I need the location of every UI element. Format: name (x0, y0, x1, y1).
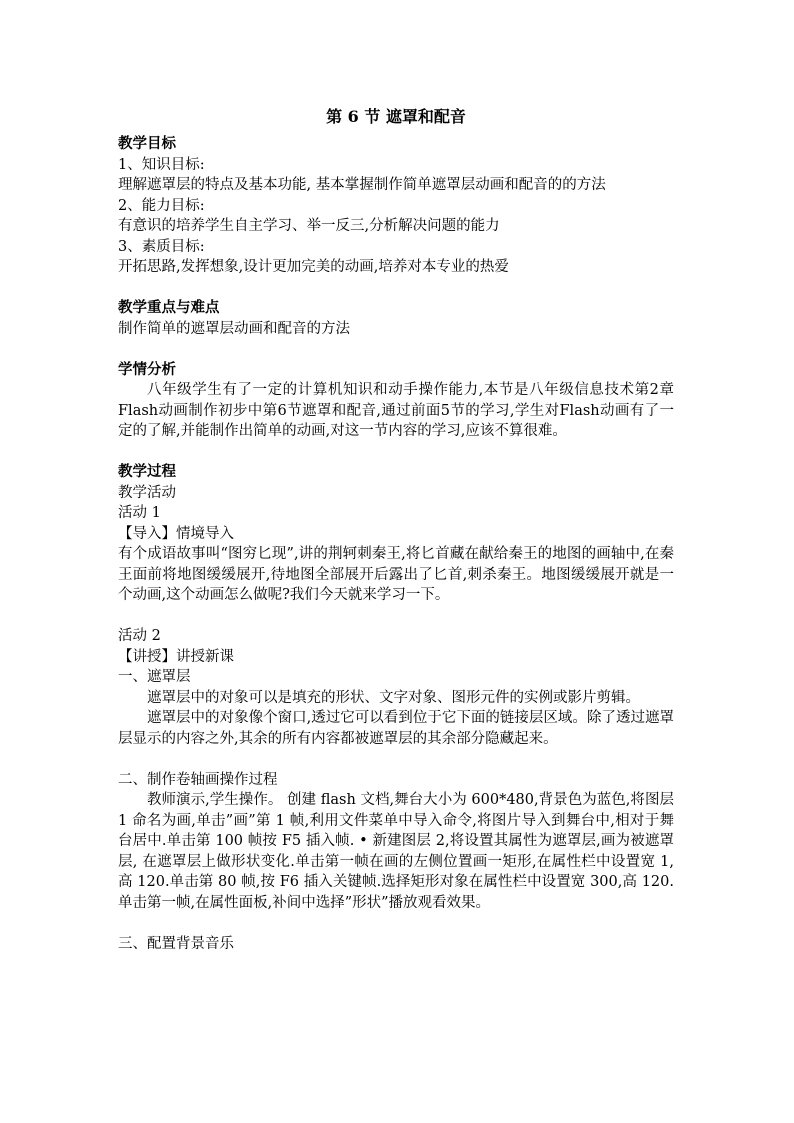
section3-heading: 三、配置背景音乐 (118, 935, 234, 952)
analysis-heading: 学情分析 (118, 360, 176, 378)
goals-heading: 教学目标 (118, 135, 176, 152)
activity1-text: 有个成语故事叫“图穷匕现”,讲的荆轲刺秦王,将匕首藏在献给秦王的地图的画轴中,在秦王面前将地图缓缓展开,待地图全部展开后露出了匕首,刺杀秦王。地图缓缓展开就是一个动画,这个动画怎么做呢?我们今天就来学习一下。 (118, 546, 674, 603)
activity1-tag: 【导入】情境导入 (118, 525, 234, 542)
spacer (118, 278, 674, 299)
spacer (118, 606, 674, 627)
goal-line-6: 开拓思路,发挥想象,设计更加完美的动画,培养对本专业的热爱 (118, 259, 509, 275)
spacer (118, 442, 674, 463)
goal-line-5: 3、素质目标: (118, 238, 205, 255)
goal-line-1: 1、知识目标: (118, 156, 205, 173)
spacer (118, 749, 674, 770)
section1-heading: 一、遮罩层 (118, 669, 191, 685)
process-heading: 教学过程 (118, 463, 176, 480)
section2-text: 教师演示,学生操作。 创建 flash 文档,舞台大小为 600*480,背景色为蓝色,将图层 1 命名为画,单击”画”第 1 帧,利用文件菜单中导入命令,将图片导入到舞台中,相对于舞台居中.单击第 100 帧按 F5 插入帧. • 新建图层 2,将设置其属性为遮罩层,画为被遮罩层, 在遮罩层上做形状变化.单击第一帧在画的左侧位置画一矩形,在属性栏中设置宽 1,高 120.单击第 80 帧,按 F6 插入关键帧.选择矩形对象在属性栏中设置宽 300,高 120.单击第一帧,在属性面板,补间中选择”形状”播放观看效果。 (118, 792, 674, 911)
goal-line-4: 有意识的培养学生自主学习、举一反三,分析解决问题的能力 (118, 218, 500, 234)
keypoints-text: 制作简单的遮罩层动画和配音的方法 (118, 320, 350, 337)
keypoints-heading: 教学重点与难点 (118, 299, 220, 316)
section1-paragraph-1: 遮罩层中的对象可以是填充的形状、文字对象、图形元件的实例或影片剪辑。 (147, 689, 640, 706)
goal-line-2: 理解遮罩层的特点及基本功能, 基本掌握制作简单遮罩层动画和配音的的方法 (118, 177, 606, 193)
process-subheading: 教学活动 (118, 484, 176, 501)
analysis-text: 八年级学生有了一定的计算机知识和动手操作能力,本节是八年级信息技术第2章Flash动画制作初步中第6节遮罩和配音,通过前面5节的学习,学生对Flash动画有了一定的了解,并能制作出简单的动画,对这一节内容的学习,应该不算很难。 (118, 382, 674, 439)
document-content (118, 106, 674, 954)
goal-line-3: 2、能力目标: (118, 197, 205, 214)
section2-heading: 二、制作卷轴画操作过程 (118, 771, 278, 788)
spacer (118, 339, 674, 360)
section1-paragraph-2: 遮罩层中的对象像个窗口,透过它可以看到位于它下面的链接层区域。除了透过遮罩层显示的内容之外,其余的所有内容都被遮罩层的其余部分隐藏起来。 (118, 710, 674, 747)
page-title: 第 6 节 遮罩和配音 (326, 107, 466, 126)
activity2-label: 活动 2 (118, 628, 161, 644)
spacer (118, 913, 674, 934)
activity1-label: 活动 1 (118, 505, 161, 521)
activity2-tag: 【讲授】讲授新课 (118, 648, 234, 665)
